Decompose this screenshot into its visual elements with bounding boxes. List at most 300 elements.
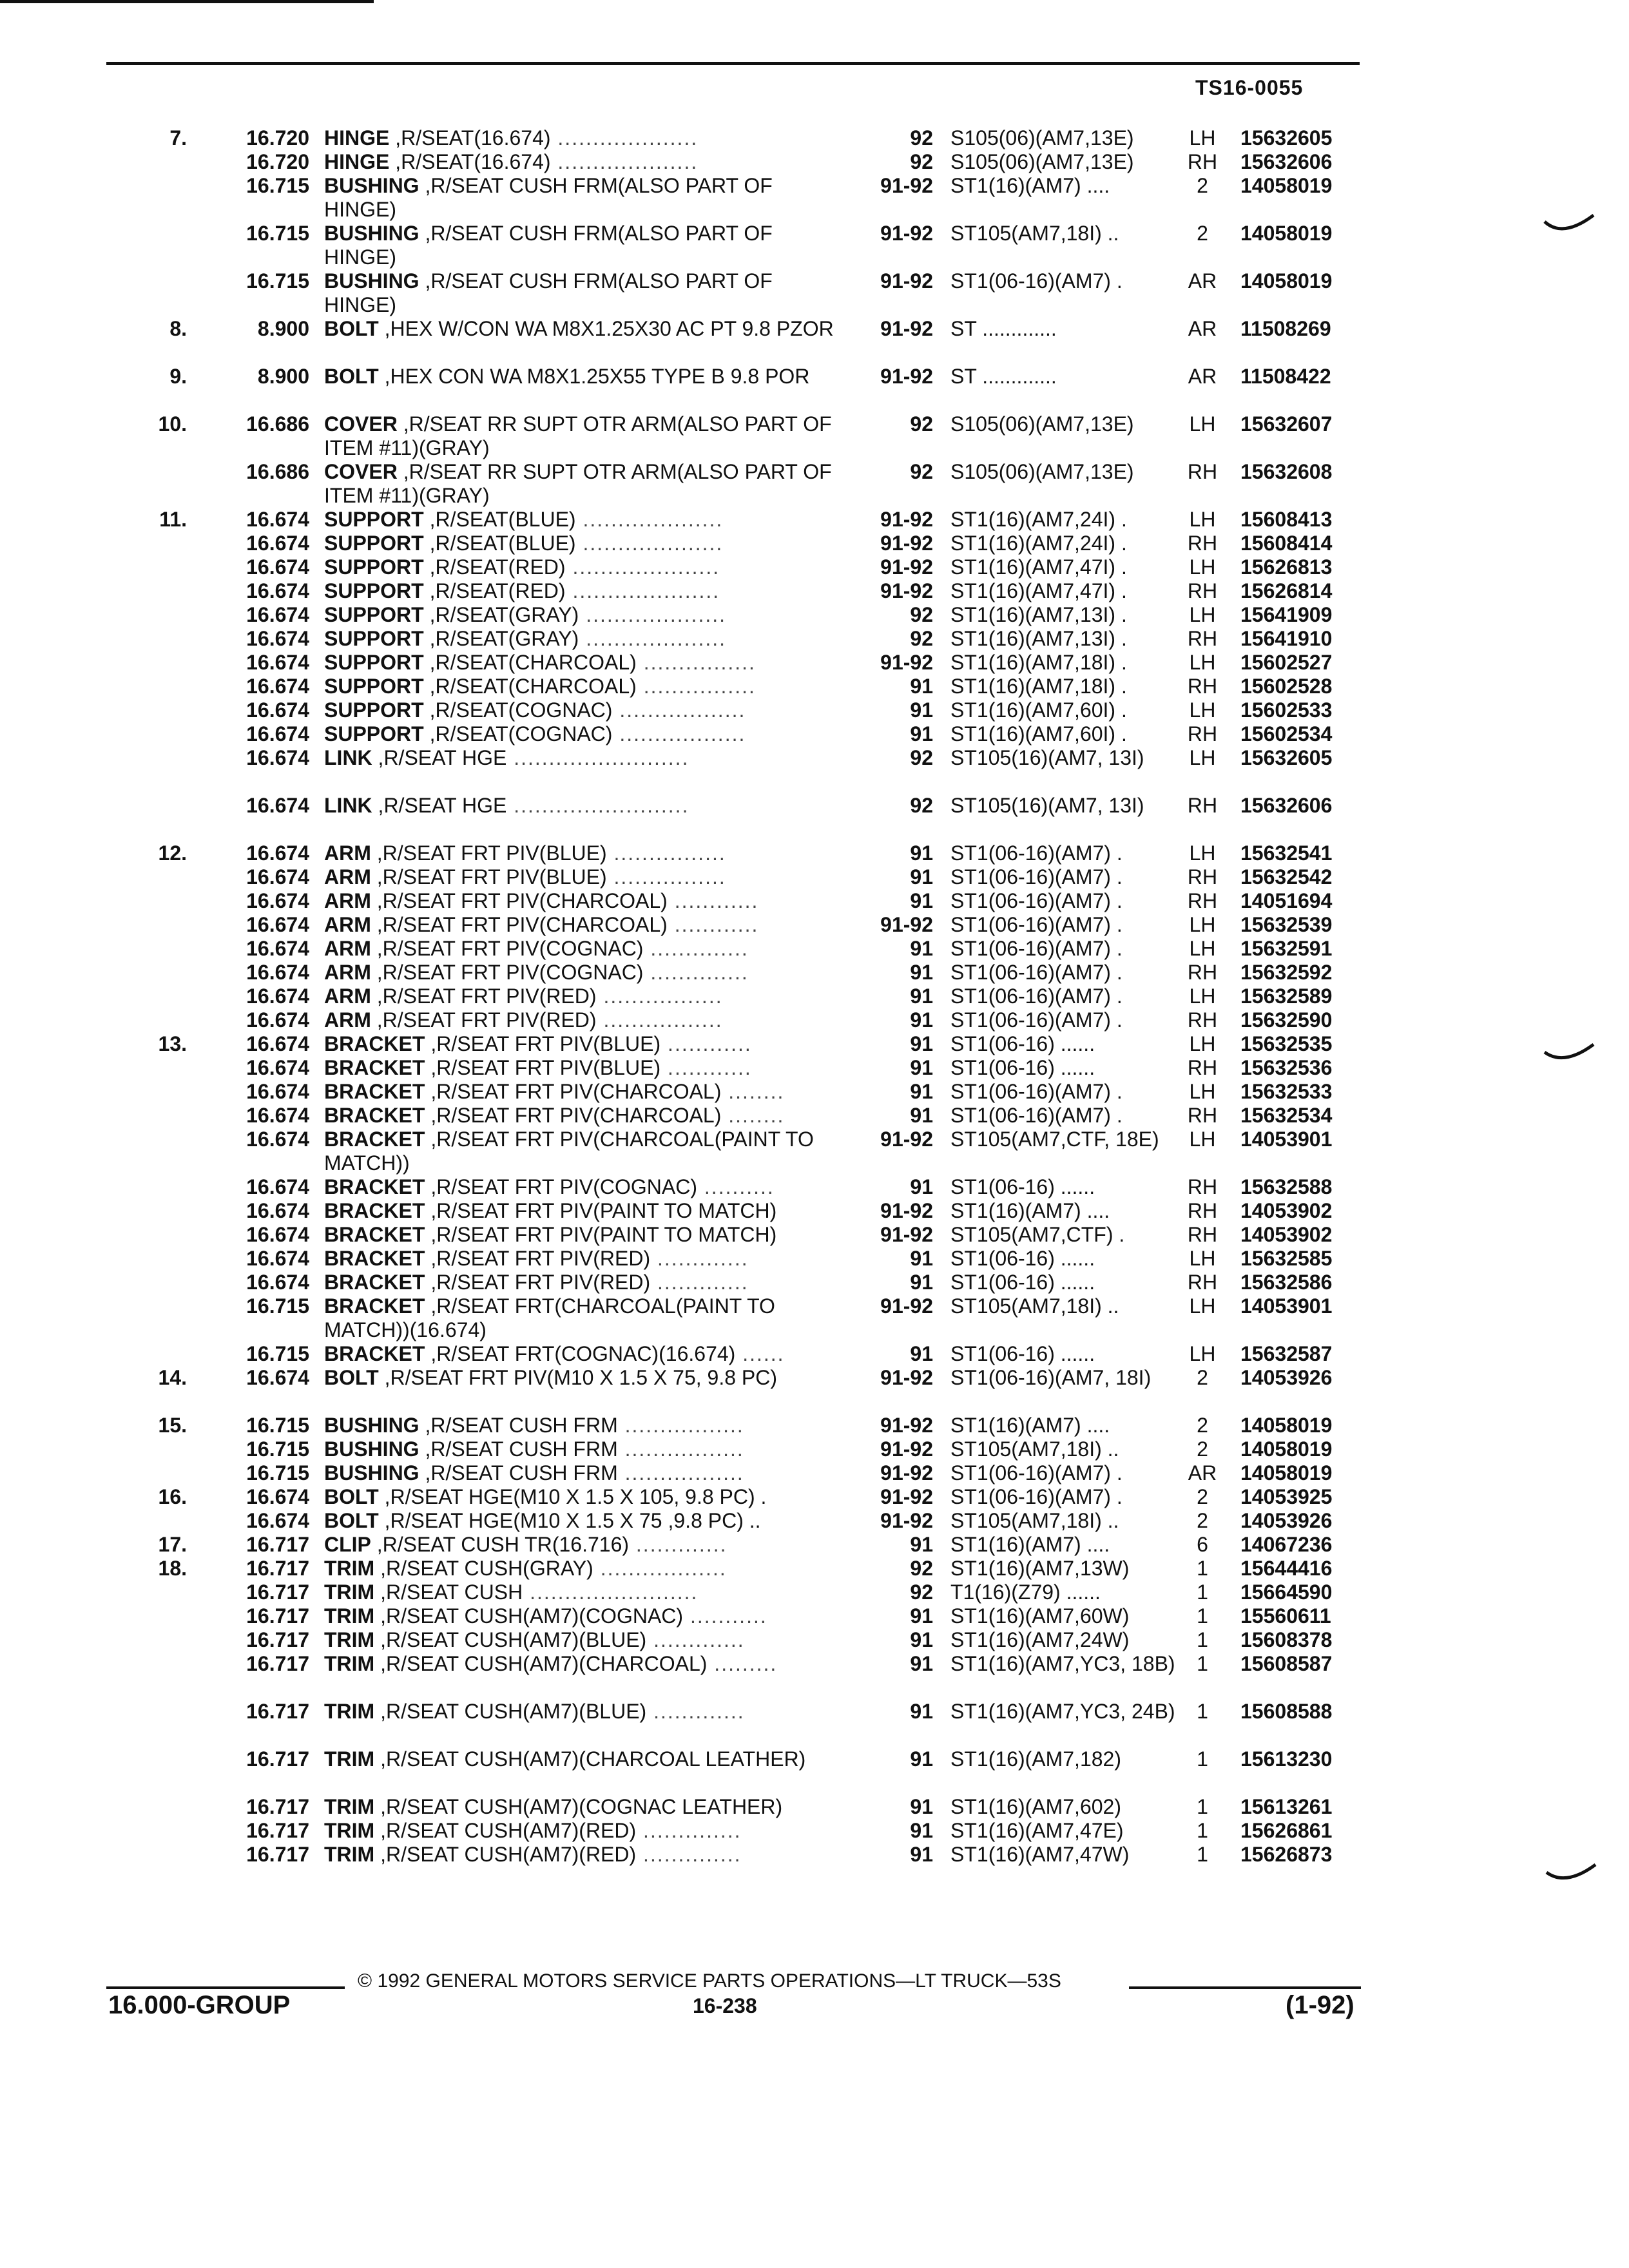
part-name: BRACKET <box>324 1223 425 1246</box>
usage-code: ST1(16)(AM7,18I) . <box>950 675 1127 698</box>
group-number: 16.674 <box>246 1247 309 1270</box>
quantity: 1 <box>1197 1819 1208 1842</box>
usage-code: ST1(06-16)(AM7) . <box>950 1485 1123 1508</box>
part-number: 15626813 <box>1240 555 1333 579</box>
part-description <box>324 603 840 627</box>
usage-code: ST1(06-16) ...... <box>950 1271 1095 1294</box>
quantity: LH <box>1189 913 1216 936</box>
part-description-text: ,R/SEAT FRT PIV(COGNAC) <box>430 1175 698 1198</box>
model-year: 92 <box>910 627 933 650</box>
part-number: 15632586 <box>1240 1271 1333 1294</box>
part-row <box>0 579 1629 603</box>
part-row <box>0 746 1629 794</box>
model-year: 91 <box>910 1247 933 1270</box>
part-name: BRACKET <box>324 1080 425 1103</box>
document-id: TS16-0055 <box>1195 76 1304 99</box>
leader-dots: ............. <box>646 1700 745 1723</box>
part-name: TRIM <box>324 1795 375 1818</box>
page-number: 16-238 <box>693 1994 757 2017</box>
part-description <box>324 722 840 746</box>
part-description-text: ,R/SEAT CUSH FRM(ALSO PART OF HINGE) <box>324 222 773 269</box>
quantity: LH <box>1189 985 1216 1008</box>
part-name: HINGE <box>324 150 390 173</box>
usage-code: ST1(06-16)(AM7) . <box>950 841 1123 865</box>
quantity: RH <box>1187 794 1218 817</box>
part-number: 15632533 <box>1240 1080 1333 1103</box>
quantity: RH <box>1187 865 1218 889</box>
part-name: ARM <box>324 985 371 1008</box>
group-number: 16.717 <box>246 1843 309 1866</box>
leader-dots: .............. <box>636 1819 742 1842</box>
part-row <box>0 985 1629 1008</box>
part-name: ARM <box>324 1008 371 1032</box>
group-number: 16.674 <box>246 555 309 579</box>
item-number: 18. <box>158 1557 187 1580</box>
part-description <box>324 1843 840 1867</box>
usage-code: ST105(AM7,18I) .. <box>950 1509 1119 1532</box>
part-name: SUPPORT <box>324 698 424 722</box>
quantity: 2 <box>1197 1509 1208 1532</box>
item-number: 12. <box>158 841 187 865</box>
model-year: 91 <box>910 961 933 984</box>
model-year: 91-92 <box>880 1199 933 1222</box>
part-row <box>0 1175 1629 1199</box>
usage-code: ST1(06-16)(AM7) . <box>950 889 1123 912</box>
model-year: 91-92 <box>880 508 933 531</box>
usage-code: ST1(06-16) ...... <box>950 1056 1095 1079</box>
usage-code: ST1(06-16) ...... <box>950 1032 1095 1055</box>
model-year: 91 <box>910 1104 933 1127</box>
group-number: 16.674 <box>246 1366 309 1389</box>
part-name: BUSHING <box>324 1414 419 1437</box>
model-year: 91 <box>910 889 933 912</box>
part-row <box>0 1080 1629 1104</box>
model-year: 92 <box>910 412 933 436</box>
leader-dots: ............. <box>646 1628 745 1651</box>
part-row <box>0 365 1629 412</box>
usage-code: ST1(06-16)(AM7) . <box>950 865 1123 889</box>
part-row <box>0 1747 1629 1795</box>
part-row <box>0 1819 1629 1843</box>
part-number: 15632605 <box>1240 746 1333 769</box>
model-year: 92 <box>910 1581 933 1604</box>
part-name: ARM <box>324 961 371 984</box>
quantity: LH <box>1189 1247 1216 1270</box>
part-number: 15602534 <box>1240 722 1333 745</box>
usage-code: ST1(06-16)(AM7) . <box>950 913 1123 936</box>
group-number: 16.674 <box>246 627 309 650</box>
leader-dots: .................... <box>550 150 699 173</box>
usage-code: ST1(16)(AM7,13I) . <box>950 603 1127 626</box>
model-year: 92 <box>910 126 933 149</box>
group-number: 16.717 <box>246 1652 309 1675</box>
group-number: 16.717 <box>246 1795 309 1818</box>
part-row <box>0 841 1629 865</box>
part-row <box>0 1008 1629 1032</box>
group-number: 16.674 <box>246 675 309 698</box>
part-number: 15632535 <box>1240 1032 1333 1055</box>
part-description <box>324 1747 840 1771</box>
part-number: 15632587 <box>1240 1342 1333 1365</box>
part-description <box>324 1199 840 1223</box>
model-year: 91-92 <box>880 174 933 197</box>
part-row <box>0 1247 1629 1271</box>
part-description <box>324 698 840 722</box>
part-description <box>324 675 840 698</box>
part-description-text: ,R/SEAT FRT(COGNAC)(16.674) <box>430 1342 736 1365</box>
part-description-text: ,R/SEAT FRT PIV(COGNAC) <box>376 937 644 960</box>
part-row <box>0 269 1629 317</box>
leader-dots: ..................... <box>565 555 720 579</box>
group-number: 16.674 <box>246 1199 309 1222</box>
model-year: 91 <box>910 1342 933 1365</box>
part-row <box>0 1652 1629 1700</box>
part-description <box>324 508 840 532</box>
group-number: 16.674 <box>246 1008 309 1032</box>
model-year: 91-92 <box>880 1485 933 1508</box>
part-description <box>324 889 840 913</box>
part-description-text: ,R/SEAT CUSH(AM7)(CHARCOAL) <box>380 1652 708 1675</box>
part-row <box>0 1032 1629 1056</box>
part-description-text: ,R/SEAT FRT(CHARCOAL(PAINT TO MATCH))(16.674) <box>324 1294 775 1341</box>
part-name: BRACKET <box>324 1342 425 1365</box>
part-description-text: ,R/SEAT CUSH FRM <box>425 1461 618 1485</box>
top-edge-line <box>0 0 374 3</box>
part-name: TRIM <box>324 1604 375 1628</box>
group-number: 16.674 <box>246 651 309 674</box>
part-row <box>0 1533 1629 1557</box>
model-year: 91 <box>910 722 933 745</box>
part-number: 15632605 <box>1240 126 1333 149</box>
usage-code: ST1(06-16) ...... <box>950 1175 1095 1198</box>
part-name: TRIM <box>324 1747 375 1771</box>
leader-dots: ............. <box>629 1533 728 1556</box>
part-number: 15632588 <box>1240 1175 1333 1198</box>
part-description-text: ,R/SEAT CUSH FRM(ALSO PART OF HINGE) <box>324 269 773 316</box>
usage-code: ST1(16)(AM7,47E) <box>950 1819 1124 1842</box>
part-number: 15608588 <box>1240 1700 1333 1723</box>
part-row <box>0 627 1629 651</box>
part-description-text: ,R/SEAT(16.674) <box>395 150 551 173</box>
group-number: 16.715 <box>246 222 309 245</box>
part-description-text: ,R/SEAT CUSH(AM7)(BLUE) <box>380 1628 647 1651</box>
part-name: SUPPORT <box>324 603 424 626</box>
part-name: ARM <box>324 889 371 912</box>
part-description <box>324 651 840 675</box>
model-year: 91-92 <box>880 1509 933 1532</box>
part-number: 15626861 <box>1240 1819 1333 1842</box>
part-description-text: ,R/SEAT CUSH(AM7)(CHARCOAL LEATHER) <box>380 1747 806 1771</box>
leader-dots: ........................ <box>523 1581 699 1604</box>
part-number: 15632606 <box>1240 794 1333 817</box>
part-description-text: ,R/SEAT FRT PIV(PAINT TO MATCH) <box>430 1199 777 1222</box>
part-row <box>0 913 1629 937</box>
group-number: 16.715 <box>246 1342 309 1365</box>
part-description <box>324 269 840 317</box>
part-description-text: ,R/SEAT FRT PIV(CHARCOAL) <box>430 1080 722 1103</box>
part-description <box>324 1032 840 1056</box>
group-number: 16.715 <box>246 174 309 197</box>
part-description <box>324 1581 840 1604</box>
part-description-text: ,R/SEAT(CHARCOAL) <box>429 675 637 698</box>
part-name: TRIM <box>324 1628 375 1651</box>
part-description <box>324 150 840 174</box>
part-name: SUPPORT <box>324 722 424 745</box>
item-number: 11. <box>159 508 187 531</box>
usage-code: ST1(16)(AM7,60I) . <box>950 722 1127 745</box>
group-number: 16.674 <box>246 1056 309 1079</box>
group-number: 16.715 <box>246 1414 309 1437</box>
part-description-text: ,R/SEAT(COGNAC) <box>429 698 613 722</box>
part-description <box>324 841 840 865</box>
model-year: 91-92 <box>880 651 933 674</box>
model-year: 91 <box>910 1008 933 1032</box>
part-description-text: ,R/SEAT CUSH(AM7)(COGNAC LEATHER) <box>380 1795 783 1818</box>
group-number: 16.674 <box>246 1080 309 1103</box>
part-number: 15632585 <box>1240 1247 1333 1270</box>
part-name: SUPPORT <box>324 579 424 602</box>
quantity: RH <box>1187 889 1218 912</box>
leader-dots: ................ <box>606 841 726 865</box>
part-description <box>324 174 840 222</box>
item-number: 9. <box>169 365 187 388</box>
leader-dots: ......... <box>707 1652 778 1675</box>
part-row <box>0 1509 1629 1533</box>
part-row <box>0 1199 1629 1223</box>
part-row <box>0 555 1629 579</box>
part-name: CLIP <box>324 1533 371 1556</box>
usage-code: ST1(16)(AM7,60W) <box>950 1604 1130 1628</box>
model-year: 92 <box>910 1557 933 1580</box>
part-description <box>324 1080 840 1104</box>
usage-code: ST105(AM7,CTF) . <box>950 1223 1125 1246</box>
parts-list <box>0 126 1629 1867</box>
quantity: 2 <box>1197 1485 1208 1508</box>
group-number: 16.674 <box>246 985 309 1008</box>
model-year: 91 <box>910 1271 933 1294</box>
part-description-text: ,R/SEAT FRT PIV(M10 X 1.5 X 75, 9.8 PC) <box>384 1366 778 1389</box>
quantity: RH <box>1187 627 1218 650</box>
part-row <box>0 1104 1629 1128</box>
leader-dots: .................. <box>612 722 746 745</box>
quantity: RH <box>1187 532 1218 555</box>
model-year: 91 <box>910 675 933 698</box>
part-description <box>324 1175 840 1199</box>
model-year: 91 <box>910 1175 933 1198</box>
part-description <box>324 579 840 603</box>
part-number: 11508422 <box>1240 365 1331 388</box>
model-year: 91-92 <box>880 1223 933 1246</box>
part-number: 14053926 <box>1240 1509 1333 1532</box>
leader-dots: ................. <box>617 1461 744 1485</box>
group-number: 16.674 <box>246 532 309 555</box>
part-description <box>324 985 840 1008</box>
part-number: 14053926 <box>1240 1366 1333 1389</box>
part-number: 14053925 <box>1240 1485 1333 1508</box>
quantity: LH <box>1189 1080 1216 1103</box>
group-number: 16.717 <box>246 1819 309 1842</box>
quantity: AR <box>1188 317 1217 340</box>
group-number: 16.674 <box>246 1032 309 1055</box>
usage-code: S105(06)(AM7,13E) <box>950 150 1134 173</box>
part-description <box>324 1533 840 1557</box>
check-mark-icon <box>1543 213 1595 238</box>
part-row <box>0 508 1629 532</box>
leader-dots: ................. <box>617 1414 744 1437</box>
part-description <box>324 1819 840 1843</box>
part-number: 15626814 <box>1240 579 1333 602</box>
part-number: 15602533 <box>1240 698 1333 722</box>
leader-dots: ........... <box>683 1604 767 1628</box>
model-year: 91-92 <box>880 269 933 293</box>
group-number: 16.717 <box>246 1604 309 1628</box>
quantity: RH <box>1187 1223 1218 1246</box>
part-row <box>0 937 1629 961</box>
usage-code: ST1(16)(AM7,18I) . <box>950 651 1127 674</box>
part-description <box>324 627 840 651</box>
part-description-text: ,R/SEAT CUSH(AM7)(COGNAC) <box>380 1604 684 1628</box>
part-name: TRIM <box>324 1819 375 1842</box>
quantity: 1 <box>1197 1700 1208 1723</box>
usage-code: ST1(06-16)(AM7) . <box>950 937 1123 960</box>
model-year: 91 <box>910 698 933 722</box>
leader-dots: ................ <box>636 675 756 698</box>
usage-code: ST1(16)(AM7,YC3, 18B) <box>950 1652 1175 1675</box>
part-row <box>0 1056 1629 1080</box>
model-year: 91 <box>910 1604 933 1628</box>
model-year: 91-92 <box>880 579 933 602</box>
group-number: 16.674 <box>246 1271 309 1294</box>
part-number: 11508269 <box>1240 317 1331 340</box>
part-number: 15632591 <box>1240 937 1333 960</box>
group-number: 16.717 <box>246 1581 309 1604</box>
part-description <box>324 1628 840 1652</box>
part-description-text: ,R/SEAT(RED) <box>429 555 566 579</box>
group-number: 16.720 <box>246 126 309 149</box>
part-description <box>324 1294 840 1342</box>
part-row <box>0 1557 1629 1581</box>
model-year: 91-92 <box>880 1437 933 1461</box>
part-description-text: ,R/SEAT HGE <box>378 746 507 769</box>
part-row <box>0 865 1629 889</box>
part-description-text: ,R/SEAT FRT PIV(CHARCOAL(PAINT TO MATCH)) <box>324 1128 814 1175</box>
usage-code: ST1(06-16)(AM7, 18I) <box>950 1366 1152 1389</box>
leader-dots: ...... <box>735 1342 785 1365</box>
group-number: 16.674 <box>246 698 309 722</box>
part-number: 14067236 <box>1240 1533 1333 1556</box>
part-description-text: ,R/SEAT(BLUE) <box>429 532 576 555</box>
model-year: 91-92 <box>880 1461 933 1485</box>
usage-code: ST1(06-16) ...... <box>950 1247 1095 1270</box>
part-description-text: ,R/SEAT FRT PIV(BLUE) <box>376 865 607 889</box>
usage-code: ST1(16)(AM7) .... <box>950 1533 1110 1556</box>
part-name: LINK <box>324 746 372 769</box>
quantity: LH <box>1189 937 1216 960</box>
model-year: 91 <box>910 1747 933 1771</box>
model-year: 91 <box>910 1819 933 1842</box>
model-year: 91-92 <box>880 1366 933 1389</box>
group-number: 16.674 <box>246 841 309 865</box>
model-year: 92 <box>910 794 933 817</box>
part-name: ARM <box>324 841 371 865</box>
part-description <box>324 317 840 341</box>
usage-code: ST105(AM7,18I) .. <box>950 1437 1119 1461</box>
part-description-text: ,R/SEAT CUSH(AM7)(RED) <box>380 1843 637 1866</box>
part-number: 15632542 <box>1240 865 1333 889</box>
leader-dots: ........ <box>721 1080 785 1103</box>
part-number: 15632589 <box>1240 985 1333 1008</box>
usage-code: S105(06)(AM7,13E) <box>950 412 1134 436</box>
group-number: 16.674 <box>246 913 309 936</box>
part-description <box>324 1437 840 1461</box>
leader-dots: ..................... <box>565 579 720 602</box>
part-name: ARM <box>324 913 371 936</box>
model-year: 92 <box>910 746 933 769</box>
part-description-text: ,R/SEAT FRT PIV(COGNAC) <box>376 961 644 984</box>
part-description <box>324 1557 840 1581</box>
leader-dots: .............. <box>643 961 749 984</box>
part-number: 15632607 <box>1240 412 1333 436</box>
part-row <box>0 532 1629 555</box>
leader-dots: ............ <box>660 1056 752 1079</box>
part-description <box>324 1366 840 1390</box>
part-name: TRIM <box>324 1557 375 1580</box>
item-number: 10. <box>158 412 187 436</box>
model-year: 91 <box>910 1843 933 1866</box>
part-description-text: ,R/SEAT CUSH(GRAY) <box>380 1557 593 1580</box>
part-row <box>0 794 1629 841</box>
part-description-text: ,R/SEAT CUSH(AM7)(RED) <box>380 1819 637 1842</box>
part-number: 15613230 <box>1240 1747 1333 1771</box>
part-name: COVER <box>324 460 398 483</box>
quantity: LH <box>1189 746 1216 769</box>
model-year: 92 <box>910 150 933 173</box>
part-number: 14053901 <box>1240 1128 1333 1151</box>
part-number: 15644416 <box>1240 1557 1333 1580</box>
part-number: 14058019 <box>1240 1461 1333 1485</box>
part-row <box>0 675 1629 698</box>
part-row <box>0 1795 1629 1819</box>
quantity: RH <box>1187 1199 1218 1222</box>
part-description <box>324 412 840 460</box>
part-row <box>0 174 1629 222</box>
part-description-text: ,R/SEAT RR SUPT OTR ARM(ALSO PART OF ITEM #11)(GRAY) <box>324 412 832 459</box>
group-number: 16.720 <box>246 150 309 173</box>
leader-dots: ................. <box>596 985 723 1008</box>
part-description <box>324 126 840 150</box>
usage-code: ST1(16)(AM7,24W) <box>950 1628 1130 1651</box>
part-number: 15602528 <box>1240 675 1333 698</box>
part-description-text: ,R/SEAT CUSH(AM7)(BLUE) <box>380 1700 647 1723</box>
part-number: 15632608 <box>1240 460 1333 483</box>
usage-code: ST1(16)(AM7) .... <box>950 1414 1110 1437</box>
leader-dots: .................... <box>550 126 699 149</box>
part-description <box>324 746 840 770</box>
part-row <box>0 722 1629 746</box>
part-description <box>324 1271 840 1294</box>
part-row <box>0 126 1629 150</box>
quantity: LH <box>1189 841 1216 865</box>
part-number: 15641910 <box>1240 627 1333 650</box>
part-description-text: ,R/SEAT CUSH FRM <box>425 1437 618 1461</box>
leader-dots: ................ <box>606 865 726 889</box>
part-name: TRIM <box>324 1700 375 1723</box>
part-number: 15641909 <box>1240 603 1333 626</box>
quantity: RH <box>1187 460 1218 483</box>
part-description-text: ,R/SEAT FRT PIV(RED) <box>376 985 597 1008</box>
quantity: 1 <box>1197 1581 1208 1604</box>
part-number: 14058019 <box>1240 269 1333 293</box>
